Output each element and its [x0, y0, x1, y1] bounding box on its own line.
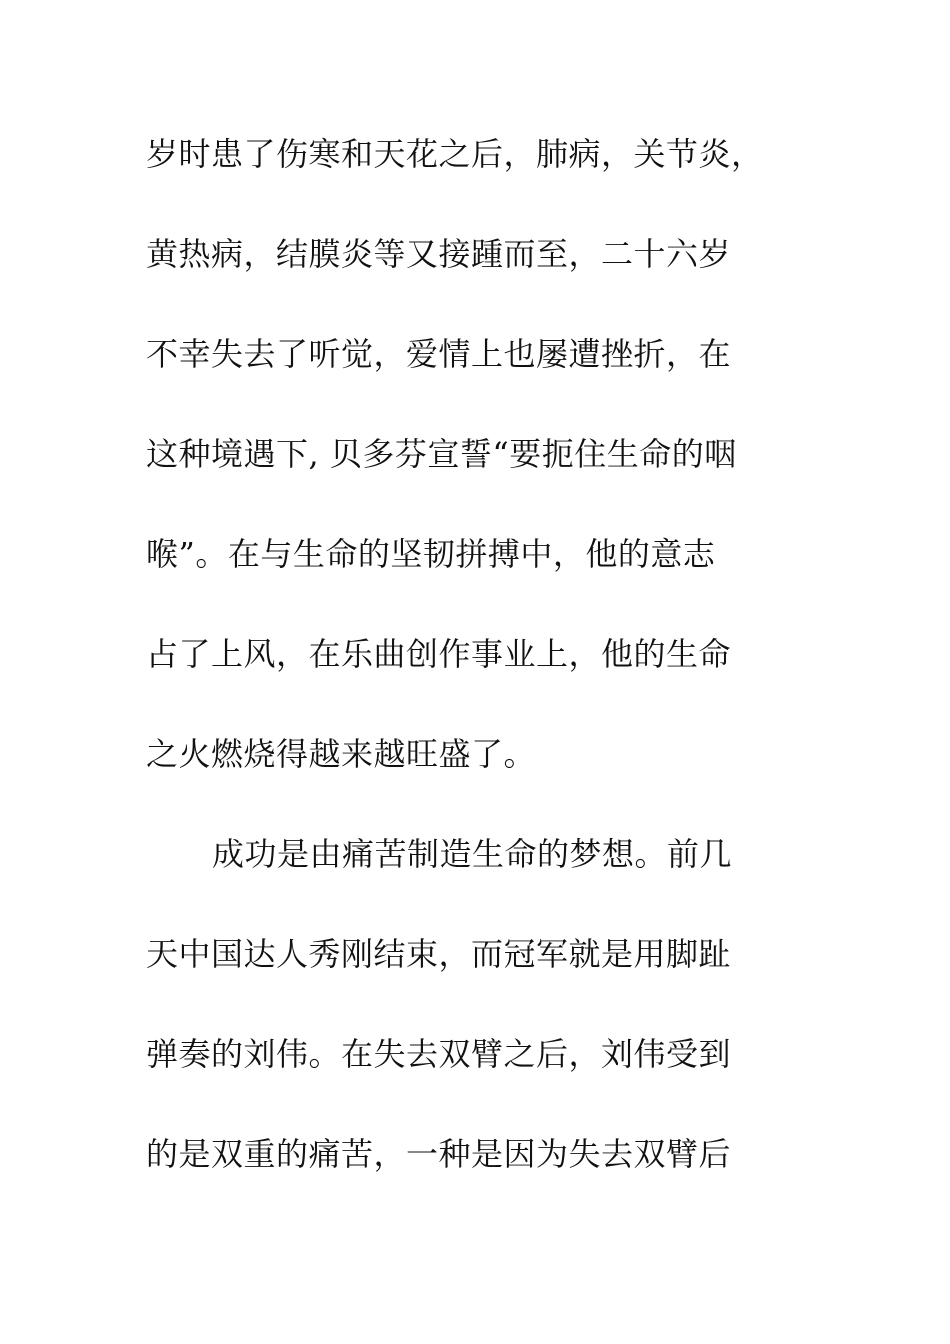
- paragraph-first-line: 成功是由痛苦制造生命的梦想。前几: [212, 835, 733, 873]
- text-line: 岁时患了伤寒和天花之后，肺病，关节炎，: [146, 135, 764, 173]
- text-line: 喉”。在与生命的坚韧拼搏中，他的意志: [146, 535, 716, 573]
- text-line: 弹奏的刘伟。在失去双臂之后，刘伟受到: [146, 1035, 732, 1073]
- text-line: 之火燃烧得越来越旺盛了。: [146, 735, 537, 773]
- text-line: 黄热病，结膜炎等又接踵而至，二十六岁: [146, 235, 732, 273]
- text-line: 占了上风，在乐曲创作事业上，他的生命: [146, 635, 732, 673]
- text-line: 这种境遇下, 贝多芬宣誓“要扼住生命的咽: [146, 435, 737, 473]
- text-line: 不幸失去了听觉，爱情上也屡遭挫折，在: [146, 335, 732, 373]
- text-line: 天中国达人秀刚结束，而冠军就是用脚趾: [146, 935, 732, 973]
- text-line: 的是双重的痛苦，一种是因为失去双臂后: [146, 1135, 732, 1173]
